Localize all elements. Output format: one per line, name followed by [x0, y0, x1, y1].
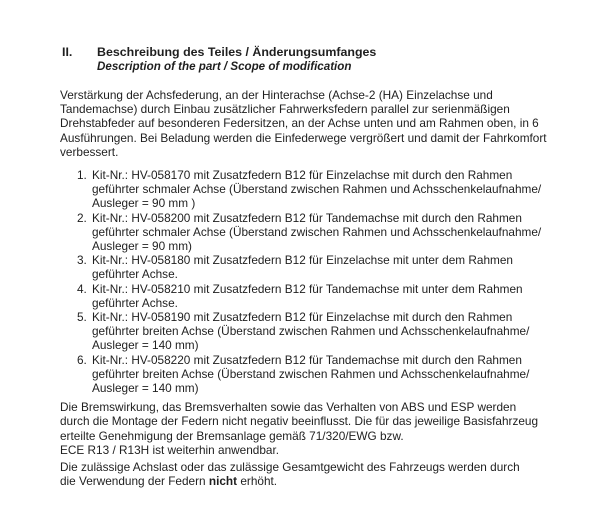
paragraph-line: ECE R13 / R13H ist weiterhin anwendbar. — [60, 442, 280, 457]
list-item — [77, 253, 550, 281]
list-item-line: Ausleger = 90 mm ) — [92, 196, 196, 211]
section-title-de: Beschreibung des Teiles / Änderungsumfanges — [97, 45, 377, 59]
list-item-number: 4. — [77, 281, 87, 296]
list-item-line: Kit-Nr.: HV-058200 mit Zusatzfedern B12 für Tandemachse mit durch den Rahmen — [92, 210, 522, 225]
list-item — [77, 353, 550, 396]
section-heading — [62, 45, 550, 74]
list-item-line: geführter schmaler Achse (Überstand zwischen Rahmen und Achsschenkelaufnahme/ — [92, 224, 542, 239]
list-item-line: Kit-Nr.: HV-058190 mit Zusatzfedern B12 für Einzelachse mit durch den Rahmen — [92, 310, 513, 325]
list-item-line: Ausleger = 90 mm) — [92, 239, 192, 254]
paragraph-line — [60, 474, 550, 488]
list-item-text — [92, 310, 550, 353]
bold-emphasis-text: nicht — [208, 474, 238, 489]
list-item — [77, 211, 550, 254]
section-titles — [97, 45, 376, 74]
list-item-line: geführter Achse. — [92, 295, 178, 310]
list-item — [77, 282, 550, 310]
list-item-line: Kit-Nr.: HV-058220 mit Zusatzfedern B12 für Tandemachse mit durch den Rahmen — [92, 352, 522, 367]
list-item-number: 1. — [77, 168, 87, 183]
paragraph-line: Verstärkung der Achsfederung, an der Hinterachse (Achse-2 (HA) Einzelachse und — [60, 88, 493, 102]
paragraph-text: die Verwendung der Federn — [60, 474, 209, 489]
paragraph-line: Die Bremswirkung, das Bremsverhalten sowie das Verhalten von ABS und ESP werden — [60, 400, 517, 415]
list-item-number: 5. — [77, 310, 87, 325]
list-item-line: Kit-Nr.: HV-058180 mit Zusatzfedern B12 für Einzelachse mit unter dem Rahmen — [92, 253, 513, 268]
paragraph-line: Tandemachse) durch Einbau zusätzlicher Fahrwerksfedern parallel zur serienmäßigen — [60, 102, 510, 117]
kit-list — [60, 168, 550, 395]
list-item-line: Ausleger = 140 mm) — [92, 381, 199, 396]
paragraph-line: erteilte Genehmigung der Bremsanlage gemäß 71/320/EWG bzw. — [60, 428, 404, 443]
paragraph-line: durch die Montage der Federn nicht negativ beeinflusst. Die für das jeweilige Basisfahrzeug — [60, 414, 539, 429]
list-item-text — [92, 253, 550, 281]
paragraph-line: Die zulässige Achslast oder das zulässige Gesamtgewicht des Fahrzeugs werden durch — [60, 460, 520, 475]
brakes-paragraph — [60, 400, 550, 457]
list-item-text — [92, 282, 550, 310]
section-title-en: Description of the part / Scope of modification — [97, 59, 352, 73]
paragraph-line: Ausführungen. Bei Beladung werden die Einfederwege vergrößert und damit der Fahrkomfort — [60, 130, 547, 145]
section-number: II. — [62, 45, 73, 59]
list-item-line: Kit-Nr.: HV-058170 mit Zusatzfedern B12 für Einzelachse mit durch den Rahmen — [92, 168, 513, 183]
list-item-text — [92, 168, 550, 211]
paragraph-line: verbessert. — [60, 144, 119, 159]
list-item-line: Kit-Nr.: HV-058210 mit Zusatzfedern B12 für Tandemachse mit unter dem Rahmen — [92, 281, 523, 296]
list-item-line: geführter breiten Achse (Überstand zwischen Rahmen und Achsschenkelaufnahme/ — [92, 366, 530, 381]
list-item-number: 2. — [77, 210, 87, 225]
list-item-text — [92, 353, 550, 396]
list-item-number: 3. — [77, 253, 87, 268]
list-item-line: geführter schmaler Achse (Überstand zwischen Rahmen und Achsschenkelaufnahme/ — [92, 182, 542, 197]
list-item — [77, 168, 550, 211]
paragraph-line: Drehstabfeder auf besonderen Federsitzen, an der Achse unten und am Rahmen oben, in 6 — [60, 116, 539, 131]
list-item-line: Ausleger = 140 mm) — [92, 338, 199, 353]
paragraph-text: erhöht. — [237, 474, 278, 489]
list-item-line: geführter breiten Achse (Überstand zwischen Rahmen und Achsschenkelaufnahme/ — [92, 324, 530, 339]
intro-paragraph — [60, 88, 550, 159]
list-item-text — [92, 211, 550, 254]
list-item-line: geführter Achse. — [92, 267, 178, 282]
list-item — [77, 310, 550, 353]
axle-load-paragraph — [60, 460, 550, 488]
list-item-number: 6. — [77, 352, 87, 367]
